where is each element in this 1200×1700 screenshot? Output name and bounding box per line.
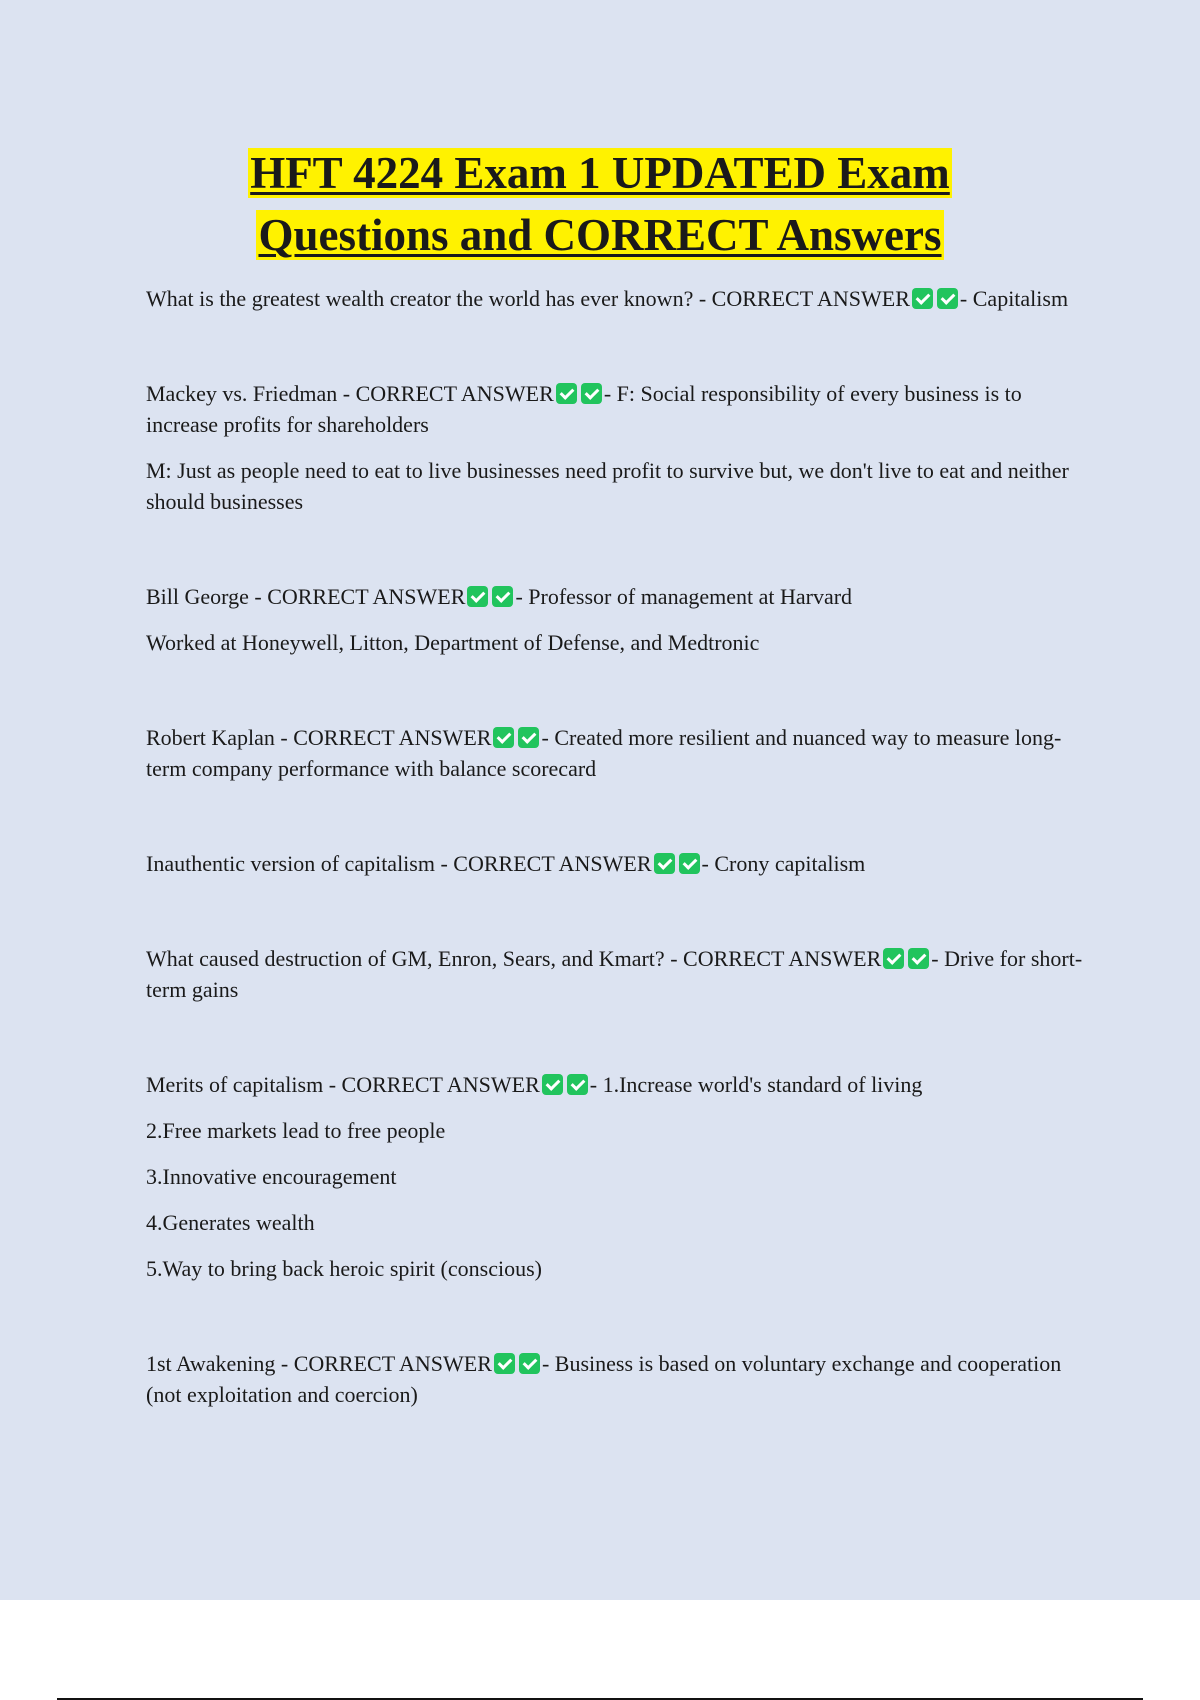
answer-continuation: 2.Free markets lead to free people — [146, 1118, 446, 1143]
check-mark-icon — [542, 1074, 563, 1095]
check-mark-icon — [654, 853, 675, 874]
qa-item — [146, 848, 1096, 879]
qa-item — [146, 378, 1096, 517]
question-text: What is the greatest wealth creator the world has ever known? — [146, 286, 694, 311]
answer-continuation: Worked at Honeywell, Litton, Department of Defense, and Medtronic — [146, 630, 760, 655]
qa-item — [146, 722, 1096, 784]
check-mark-icon — [567, 1074, 588, 1095]
answer-continuation: 4.Generates wealth — [146, 1210, 315, 1235]
answer-text: Capitalism — [972, 286, 1069, 311]
question-text: Inauthentic version of capitalism — [146, 851, 435, 876]
correct-answer-label: CORRECT ANSWER — [711, 286, 910, 311]
qa-line: Bill George - CORRECT ANSWER - Professor of management at Harvard — [146, 584, 853, 609]
qa-item — [146, 1348, 1096, 1410]
document-title — [0, 142, 1200, 266]
question-text: What caused destruction of GM, Enron, Sears, and Kmart? — [146, 946, 665, 971]
qa-line: 1st Awakening - CORRECT ANSWER - Business is based on voluntary exchange and cooperation (not exploitation and coercion) — [146, 1351, 1062, 1407]
answer-text: 1.Increase world's standard of living — [602, 1072, 923, 1097]
answer-text: F: Social responsibility of every business is to increase profits for shareholders — [146, 381, 1022, 437]
correct-answer-label: CORRECT ANSWER — [683, 946, 882, 971]
qa-line: What is the greatest wealth creator the world has ever known? - CORRECT ANSWER - Capitalism — [146, 286, 1069, 311]
answer-continuation: 3.Innovative encouragement — [146, 1164, 397, 1189]
qa-item — [146, 283, 1096, 314]
check-mark-icon — [883, 948, 904, 969]
check-mark-icon — [908, 948, 929, 969]
answer-text: Business is based on voluntary exchange and cooperation (not exploitation and coercion) — [146, 1351, 1062, 1407]
question-text: Mackey vs. Friedman — [146, 381, 338, 406]
correct-answer-label: CORRECT ANSWER — [293, 725, 492, 750]
answer-continuation: 5.Way to bring back heroic spirit (conscious) — [146, 1256, 542, 1281]
check-mark-icon — [518, 727, 539, 748]
correct-answer-label: CORRECT ANSWER — [355, 381, 554, 406]
correct-answer-label: CORRECT ANSWER — [453, 851, 652, 876]
correct-answer-label: CORRECT ANSWER — [341, 1072, 540, 1097]
check-mark-icon — [492, 586, 513, 607]
qa-item — [146, 581, 1096, 658]
qa-list — [146, 283, 1096, 1474]
qa-line: Robert Kaplan - CORRECT ANSWER - Created more resilient and nuanced way to measure long-term company performance with balance scorecard — [146, 725, 1062, 781]
qa-item — [146, 943, 1096, 1005]
check-mark-icon — [581, 383, 602, 404]
qa-line: Merits of capitalism - CORRECT ANSWER - 1.Increase world's standard of living — [146, 1072, 923, 1097]
answer-text: Drive for short-term gains — [146, 946, 1083, 1002]
check-mark-icon — [937, 288, 958, 309]
question-text: Robert Kaplan — [146, 725, 275, 750]
check-mark-icon — [912, 288, 933, 309]
answer-text: Crony capitalism — [714, 851, 866, 876]
check-mark-icon — [493, 727, 514, 748]
answer-text: Created more resilient and nuanced way to measure long-term company performance with balance scorecard — [146, 725, 1062, 781]
check-mark-icon — [556, 383, 577, 404]
answer-continuation: M: Just as people need to eat to live businesses need profit to survive but, we don't live to eat and neither should businesses — [146, 458, 1069, 514]
qa-item — [146, 1069, 1096, 1284]
check-mark-icon — [467, 586, 488, 607]
check-mark-icon — [679, 853, 700, 874]
check-mark-icon — [519, 1353, 540, 1374]
title-line-1: HFT 4224 Exam 1 UPDATED Exam — [250, 148, 950, 198]
answer-text: Professor of management at Harvard — [528, 584, 853, 609]
question-text: 1st Awakening — [146, 1351, 276, 1376]
correct-answer-label: CORRECT ANSWER — [293, 1351, 492, 1376]
check-mark-icon — [494, 1353, 515, 1374]
question-text: Merits of capitalism — [146, 1072, 324, 1097]
qa-line: What caused destruction of GM, Enron, Sears, and Kmart? - CORRECT ANSWER - Drive for short-term gains — [146, 946, 1083, 1002]
qa-line: Mackey vs. Friedman - CORRECT ANSWER - F: Social responsibility of every business is to increase profits for shareholders — [146, 381, 1022, 437]
qa-line: Inauthentic version of capitalism - CORRECT ANSWER - Crony capitalism — [146, 851, 866, 876]
question-text: Bill George — [146, 584, 249, 609]
title-line-2: Questions and CORRECT Answers — [258, 210, 942, 260]
correct-answer-label: CORRECT ANSWER — [267, 584, 466, 609]
